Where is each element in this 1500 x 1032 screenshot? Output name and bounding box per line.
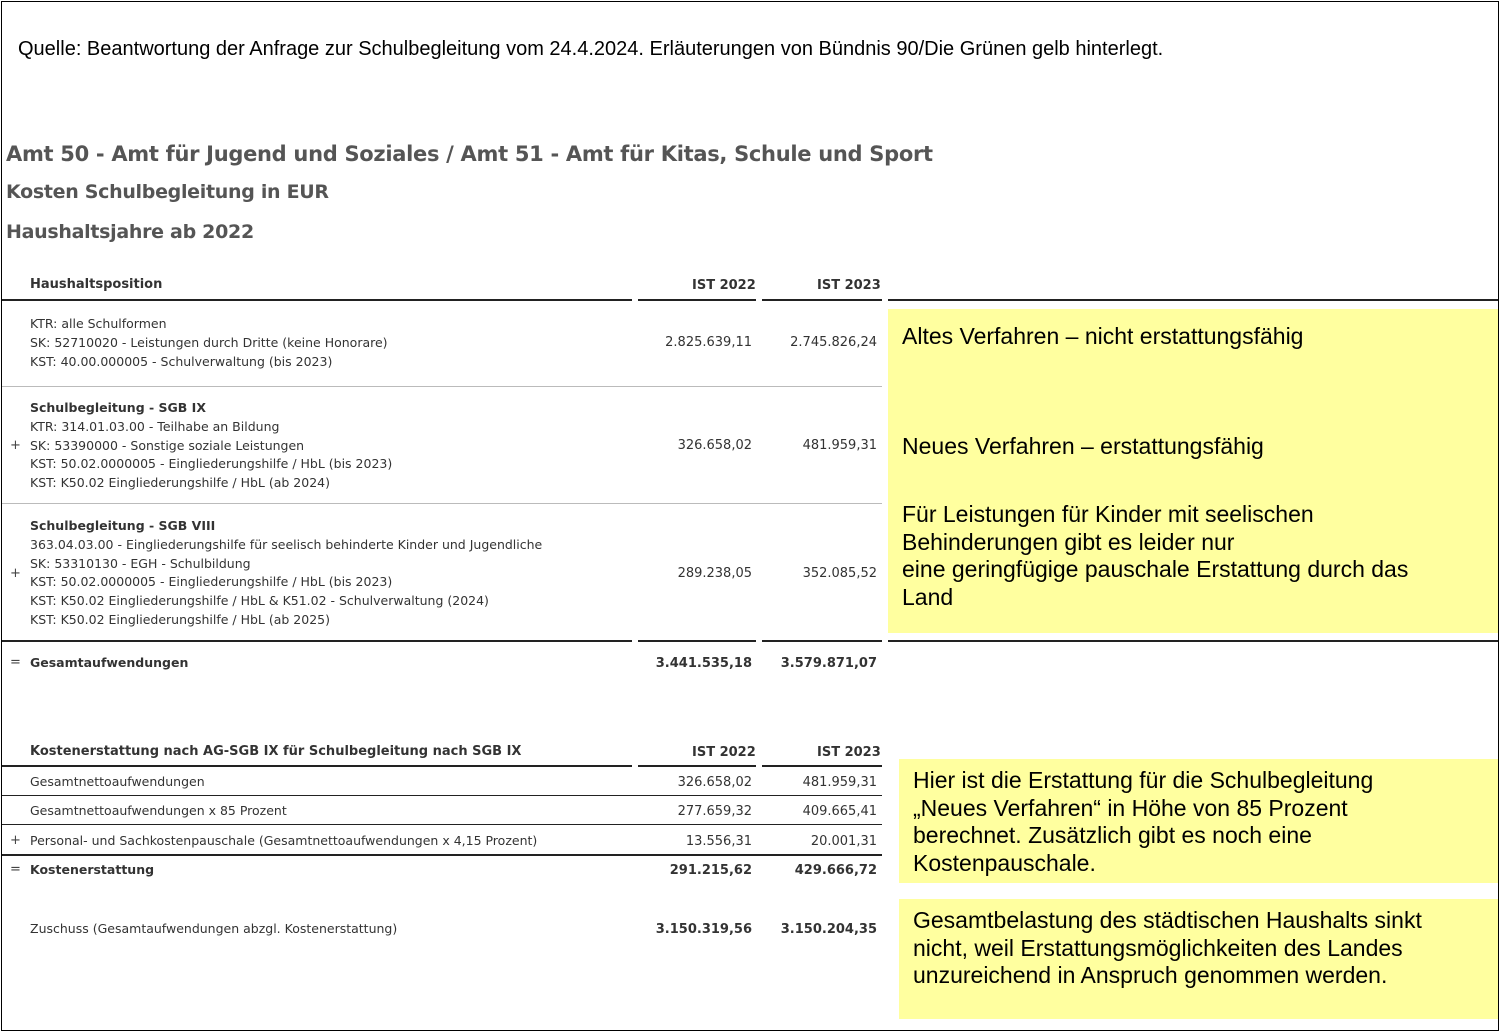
table1-total-label: Gesamtaufwendungen [30,655,189,670]
table1-row1-ist2022: 2.825.639,11 [665,335,752,350]
table1-header-rule [888,299,1498,301]
row-line: KST: K50.02 Eingliederungshilfe / HbL (ab 2025) [30,611,330,627]
row-line: SK: 52710020 - Leistungen durch Dritte (keine Honorare) [30,334,388,350]
table2-subsidy-label: Zuschuss (Gesamtaufwendungen abzgl. Kostenerstattung) [30,921,398,936]
table2-row-rule [2,824,882,825]
table2-row4-label: Kostenerstattung [30,862,155,877]
note-sgb8-line: eine geringfügige pauschale Erstattung durch das [902,556,1409,582]
row-line: KST: 50.02.0000005 - Eingliederungshilfe / HbL (bis 2023) [30,574,393,590]
annotation-box-sgb [888,309,1498,633]
table1-total-rule [888,640,1498,642]
row-line: KTR: 314.01.03.00 - Teilhabe an Bildung [30,418,280,434]
document-title: Amt 50 - Amt für Jugend und Soziales / Amt 51 - Amt für Kitas, Schule und Sport [6,142,933,166]
table1-header-rule [638,299,756,301]
note-old-procedure: Altes Verfahren – nicht erstattungsfähig [902,323,1304,349]
table2-row1-ist2022: 326.658,02 [677,775,752,790]
note-sgb8-line: Für Leistungen für Kinder mit seelischen [902,501,1314,527]
table1-row3-ist2022: 289.238,05 [677,566,752,581]
slide-frame [1,1,1499,1031]
table1-total-rule [638,640,756,642]
table1-row2-ist2023: 481.959,31 [802,438,877,453]
table2-header-rule [2,765,632,767]
table2-row3-label: Personal- und Sachkostenpauschale (Gesamtnettoaufwendungen x 4,15 Prozent) [30,833,538,848]
note-sgb8-line: Behinderungen gibt es leider nur [902,528,1235,555]
note-budget-line: unzureichend in Anspruch genommen werden. [913,962,1388,988]
row-line: KST: K50.02 Eingliederungshilfe / HbL & K51.02 - Schulverwaltung (2024) [30,593,489,609]
annotation-box-budget [899,899,1498,1019]
table2-row2-ist2023: 409.665,41 [802,804,877,819]
table1-header-position: Haushaltsposition [30,277,163,292]
table1-total-sign: = [10,655,21,670]
row-line: KST: K50.02 Eingliederungshilfe / HbL (ab 2024) [30,475,330,491]
table1-row1-ist2023: 2.745.826,24 [790,335,877,350]
table2-header-ist2022: IST 2022 [692,745,756,760]
note-reimbursement-line: Hier ist die Erstattung für die Schulbegleitung [913,767,1374,793]
note-new-procedure: Neues Verfahren – erstattungsfähig [902,432,1264,459]
table1-row3-description [30,517,542,630]
table1-total-ist2023: 3.579.871,07 [780,656,877,671]
table2-row1-ist2023: 481.959,31 [802,775,877,790]
table2-subsidy-ist2022: 3.150.319,56 [655,922,752,937]
table1-row2-description [30,399,392,493]
note-reimbursement-line: Kostenpauschale. [913,849,1096,876]
table1-row1-description [30,315,388,371]
table2-row2-ist2022: 277.659,32 [677,804,752,819]
table2-row4-ist2022: 291.215,62 [669,863,752,878]
table1-row-divider [2,503,882,504]
table2-sum-rule [2,854,882,856]
row-line: SK: 53390000 - Sonstige soziale Leistungen [30,437,305,453]
table1-header-rule [2,299,632,301]
table2-row-rule [2,795,882,796]
note-budget-line: Gesamtbelastung des städtischen Haushalts sinkt [913,907,1422,933]
table2-subsidy-ist2023: 3.150.204,35 [780,922,877,937]
note-budget-line: nicht, weil Erstattungsmöglichkeiten des Landes [913,934,1403,961]
row-heading: Schulbegleitung - SGB IX [30,400,206,415]
table2-row3-sign: + [10,833,21,848]
table1-row2-sign: + [10,438,21,453]
document-subtitle-costs: Kosten Schulbegleitung in EUR [6,181,329,203]
table1-header-rule [762,299,882,301]
table1-header-ist2023: IST 2023 [817,278,881,293]
table2-row1-label: Gesamtnettoaufwendungen [30,774,205,789]
row-heading: Schulbegleitung - SGB VIII [30,518,216,533]
table2-header-ist2023: IST 2023 [817,745,881,760]
table1-row2-ist2022: 326.658,02 [677,438,752,453]
table1-header-ist2022: IST 2022 [692,278,756,293]
table2-row3-ist2022: 13.556,31 [685,834,752,849]
table2-header-rule [762,765,882,767]
row-line: KST: 50.02.0000005 - Eingliederungshilfe / HbL (bis 2023) [30,456,393,472]
table1-row3-sign: + [10,566,21,581]
note-reimbursement-line: „Neues Verfahren“ in Höhe von 85 Prozent [913,794,1348,821]
table2-row2-label: Gesamtnettoaufwendungen x 85 Prozent [30,803,287,818]
table1-total-rule [2,640,632,642]
row-line: KST: 40.00.000005 - Schulverwaltung (bis 2023) [30,353,333,369]
table2-header-rule [638,765,756,767]
table1-total-rule [762,640,882,642]
table1-row-divider [2,386,882,387]
table2-row3-ist2023: 20.001,31 [810,834,877,849]
table1-total-ist2022: 3.441.535,18 [655,656,752,671]
note-sgb8-line: Land [902,583,954,610]
table2-row4-sign: = [10,862,21,877]
table1-row3-ist2023: 352.085,52 [802,566,877,581]
table2-header-label: Kostenerstattung nach AG-SGB IX für Schulbegleitung nach SGB IX [30,744,522,759]
row-line: SK: 53310130 - EGH - Schulbildung [30,555,251,571]
note-reimbursement-line: berechnet. Zusätzlich gibt es noch eine [913,822,1312,848]
source-caption: Quelle: Beantwortung der Anfrage zur Schulbegleitung vom 24.4.2024. Erläuterungen von Bündnis 90/Die Grünen gelb hinterlegt. [18,38,1164,60]
table2-row4-ist2023: 429.666,72 [794,863,877,878]
annotation-box-reimbursement [899,759,1498,883]
document-subtitle-years: Haushaltsjahre ab 2022 [6,221,254,243]
row-line: 363.04.03.00 - Eingliederungshilfe für seelisch behinderte Kinder und Jugendliche [30,536,543,552]
row-line: KTR: alle Schulformen [30,316,167,331]
